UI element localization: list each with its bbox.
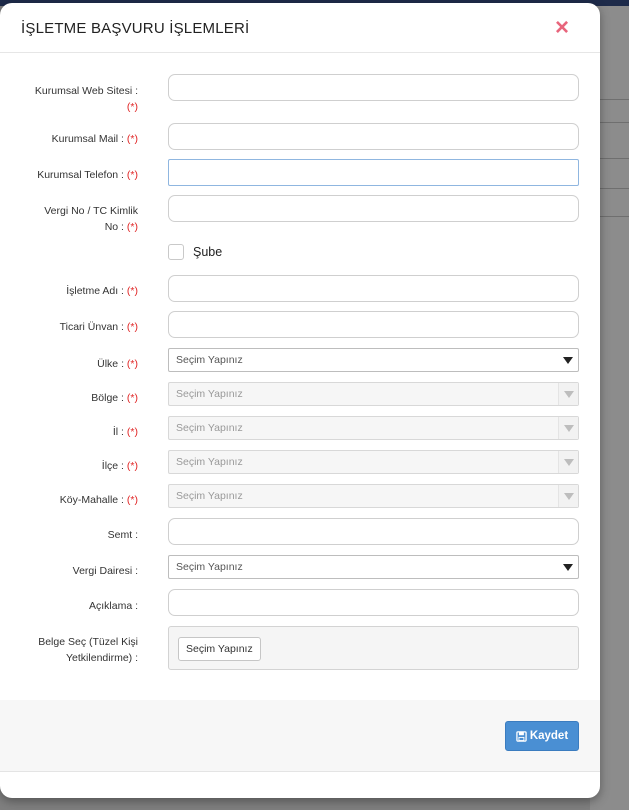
neighborhood-input[interactable] xyxy=(168,518,579,545)
label-neighborhood: Semt : xyxy=(107,529,138,541)
required-mark: (*) xyxy=(126,101,138,113)
country-select[interactable] xyxy=(168,348,579,372)
document-select-button[interactable]: Seçim Yapınız xyxy=(178,637,261,661)
modal-title: İŞLETME BAŞVURU İŞLEMLERİ xyxy=(21,20,250,37)
web-site-input[interactable] xyxy=(168,74,579,101)
caret-down-icon xyxy=(558,556,578,578)
label-village: Köy-Mahalle : (*) xyxy=(59,494,138,506)
background-divider xyxy=(598,188,629,189)
branch-checkbox[interactable] xyxy=(168,244,184,260)
region-select xyxy=(168,382,579,406)
label-business-name: İşletme Adı : (*) xyxy=(66,285,138,297)
required-mark: (*) xyxy=(126,321,138,333)
application-modal xyxy=(0,3,600,798)
required-mark: (*) xyxy=(126,358,138,370)
label-district: İlçe : (*) xyxy=(101,460,138,472)
tax-office-select[interactable] xyxy=(168,555,579,579)
business-name-input[interactable] xyxy=(168,275,579,302)
village-select xyxy=(168,484,579,508)
modal-body xyxy=(0,53,600,698)
label-tax-office: Vergi Dairesi : xyxy=(72,565,138,577)
branch-checkbox-label: Şube xyxy=(193,245,223,259)
background-divider xyxy=(598,122,629,123)
label-document: Belge Seç (Tüzel Kişi Yetkilendirme) : xyxy=(38,636,138,664)
document-upload-box xyxy=(168,626,579,670)
required-mark: (*) xyxy=(126,392,138,404)
label-description: Açıklama : xyxy=(88,600,138,612)
province-selected-value: Seçim Yapınız xyxy=(176,422,243,434)
caret-down-icon xyxy=(558,451,578,473)
save-button-label: Kaydet xyxy=(529,730,569,742)
save-button[interactable] xyxy=(505,721,579,751)
caret-down-icon xyxy=(558,383,578,405)
required-mark: (*) xyxy=(126,460,138,472)
region-selected-value: Seçim Yapınız xyxy=(176,388,243,400)
floppy-disk-icon xyxy=(516,731,527,742)
modal-header xyxy=(0,3,600,53)
province-select xyxy=(168,416,579,440)
district-selected-value: Seçim Yapınız xyxy=(176,456,243,468)
required-mark: (*) xyxy=(126,494,138,506)
required-mark: (*) xyxy=(126,133,138,145)
label-phone: Kurumsal Telefon : (*) xyxy=(37,169,138,181)
required-mark: (*) xyxy=(126,285,138,297)
required-mark: (*) xyxy=(126,169,138,181)
modal-footer xyxy=(0,700,600,772)
label-web: Kurumsal Web Sitesi : (*) xyxy=(34,85,138,113)
caret-down-icon xyxy=(558,417,578,439)
label-province: İl : (*) xyxy=(112,426,138,438)
phone-input[interactable] xyxy=(168,159,579,186)
tax-no-input[interactable] xyxy=(168,195,579,222)
close-icon[interactable]: × xyxy=(554,14,569,41)
label-mail: Kurumsal Mail : (*) xyxy=(51,133,138,145)
label-trade-name: Ticari Ünvan : (*) xyxy=(59,321,138,333)
background-divider xyxy=(598,158,629,159)
required-mark: (*) xyxy=(126,426,138,438)
caret-down-icon xyxy=(558,349,578,371)
required-mark: (*) xyxy=(126,221,138,233)
caret-down-icon xyxy=(558,485,578,507)
label-tax-no: Vergi No / TC Kimlik No : (*) xyxy=(44,205,138,233)
label-region: Bölge : (*) xyxy=(91,392,138,404)
background-divider xyxy=(598,216,629,217)
description-input[interactable] xyxy=(168,589,579,616)
tax-office-selected-value: Seçim Yapınız xyxy=(176,561,243,573)
mail-input[interactable] xyxy=(168,123,579,150)
background-divider xyxy=(598,99,629,100)
label-country: Ülke : (*) xyxy=(97,358,138,370)
village-selected-value: Seçim Yapınız xyxy=(176,490,243,502)
trade-name-input[interactable] xyxy=(168,311,579,338)
district-select xyxy=(168,450,579,474)
country-selected-value: Seçim Yapınız xyxy=(176,354,243,366)
